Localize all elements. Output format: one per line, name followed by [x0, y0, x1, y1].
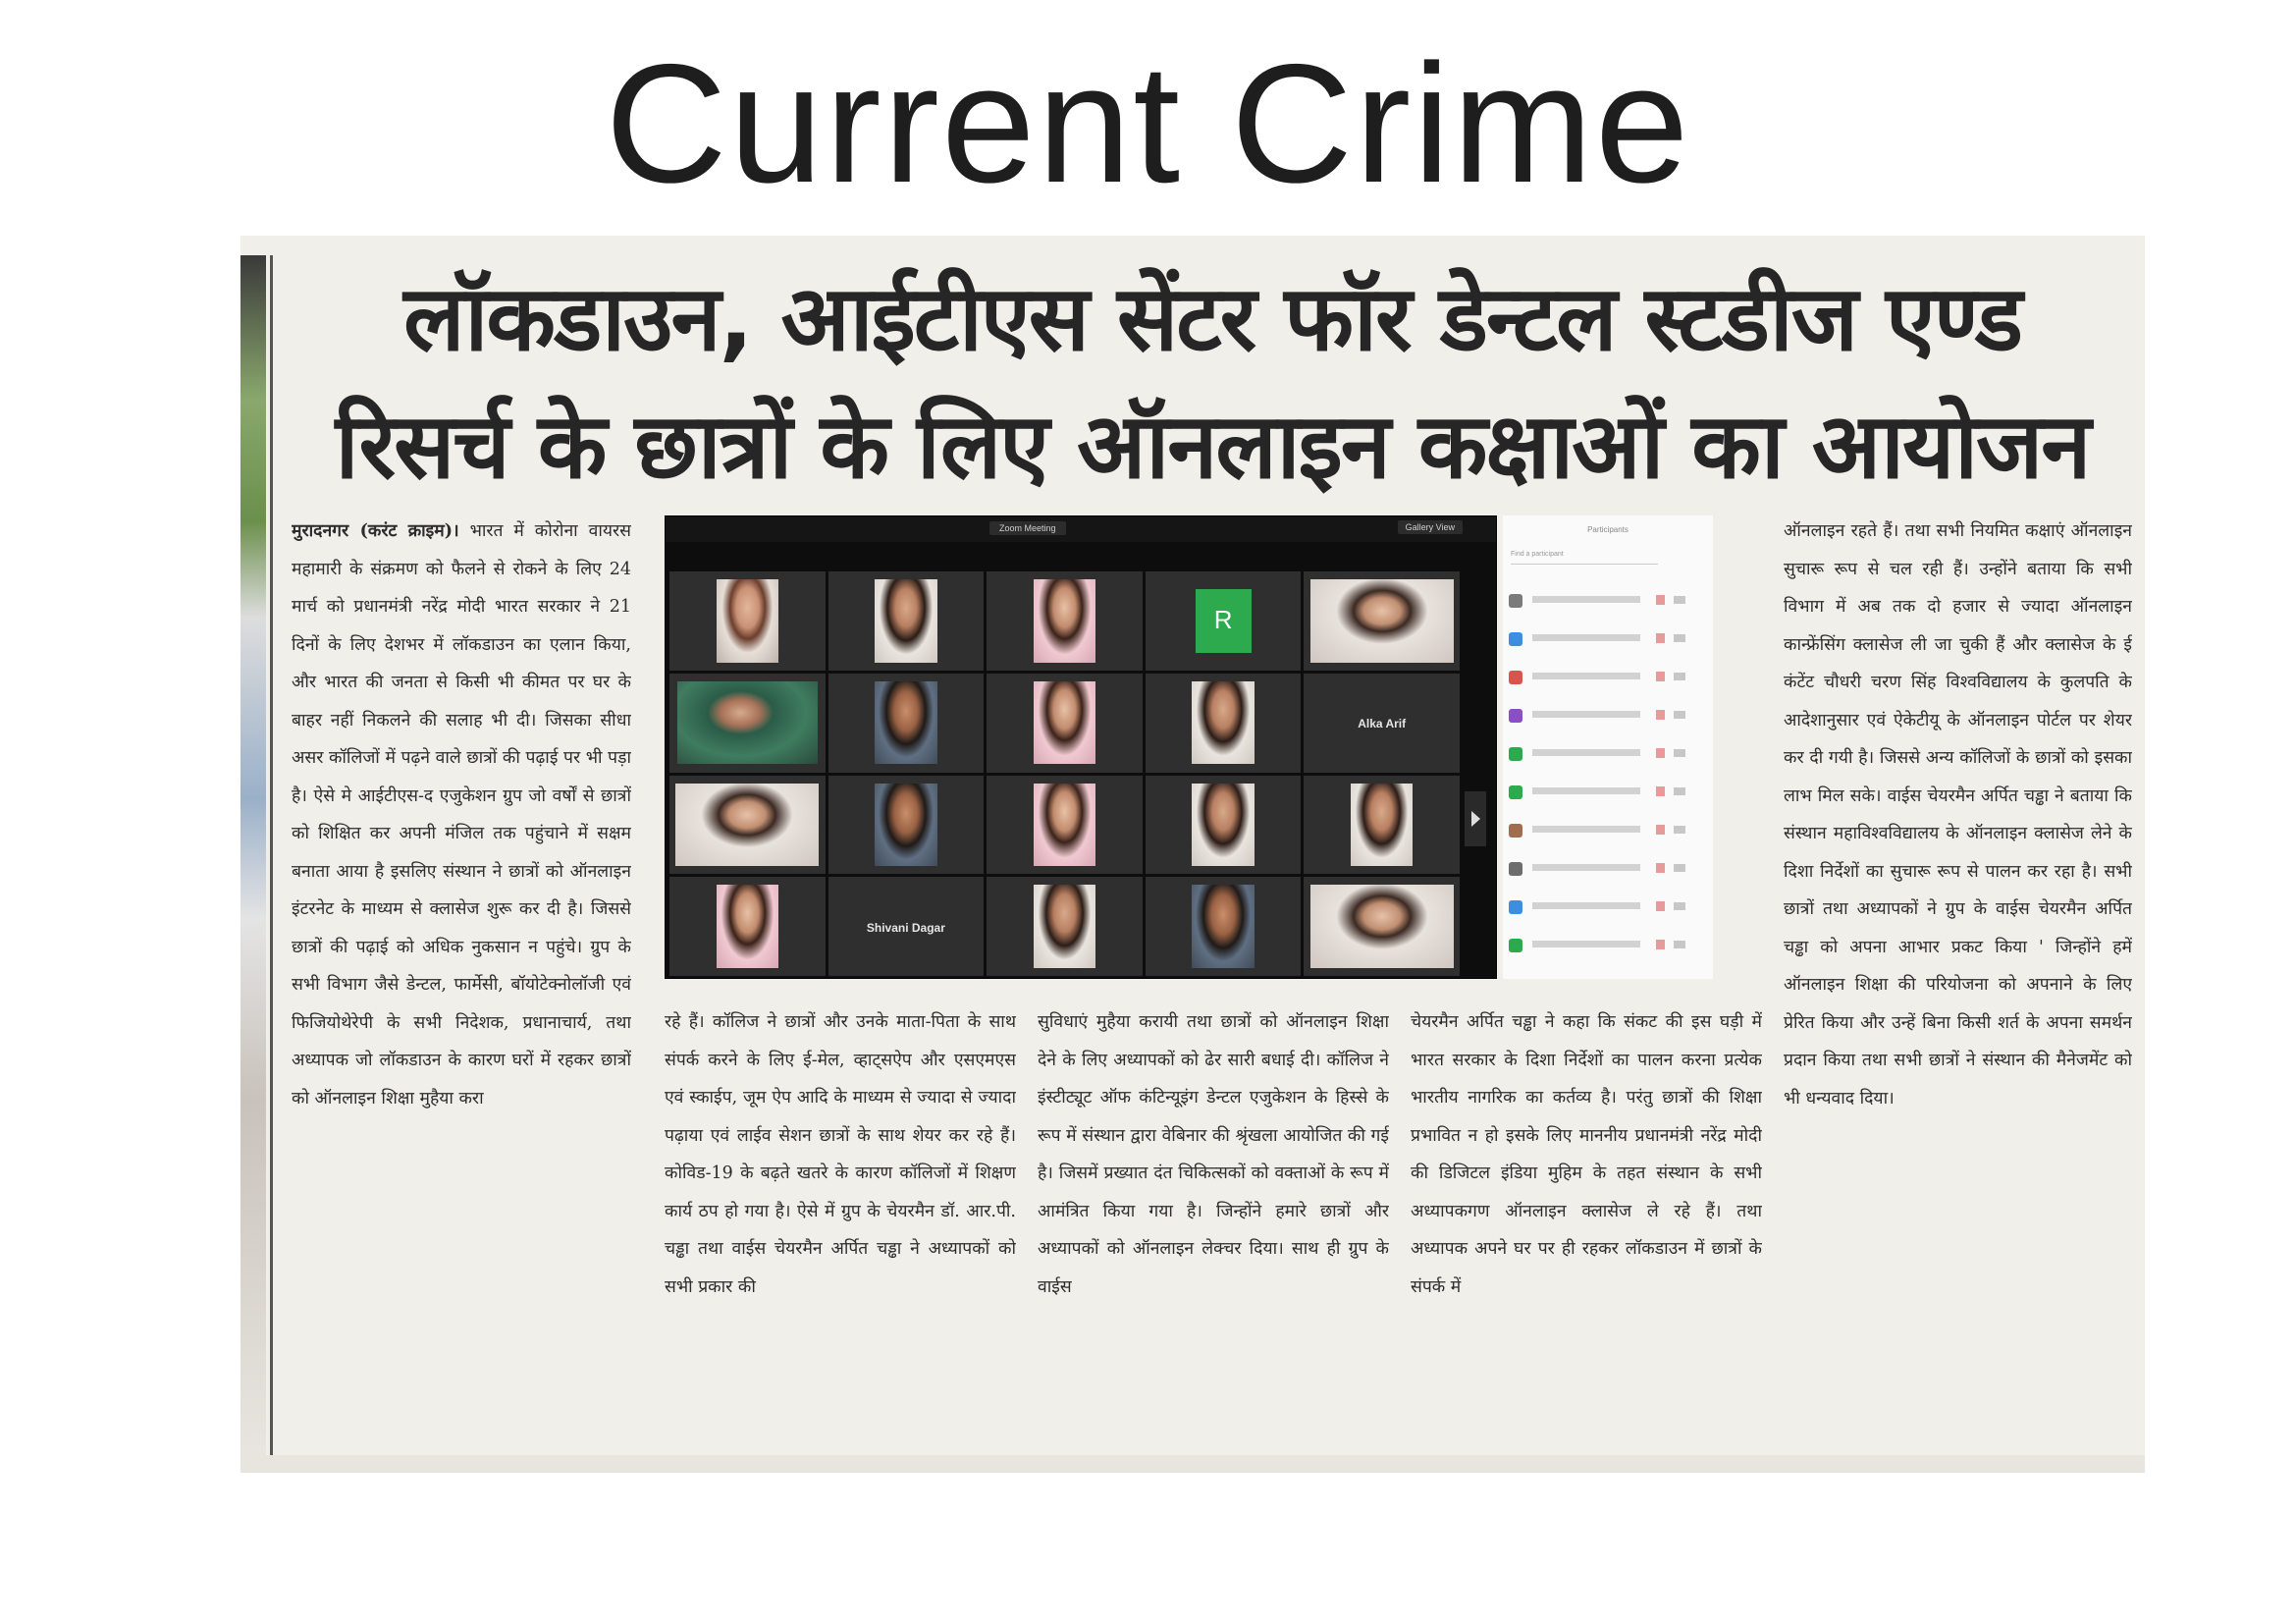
- participants-search: Find a participant: [1511, 551, 1658, 565]
- participant-name-placeholder: [1532, 902, 1640, 909]
- participant-name-placeholder: [1532, 864, 1640, 871]
- participant-video: [1310, 579, 1454, 663]
- camera-icon: [1674, 749, 1685, 757]
- participant-name: Shivani Dagar: [866, 920, 945, 935]
- column-3-text: सुविधाएं मुहैया करायी तथा छात्रों को ऑनलाइन शिक्षा देने के लिए अध्यापकों को ढेर सारी बधाई दी। कॉलिज ने इंस्टीट्यूट ऑफ कंटिन्यूइंग डेन्टल एजुकेशन के हिस्से के रूप में संस्थान द्वारा वेबिनार की श्रृंखला आयोजित की गई है। जिसमें प्रख्यात दंत चिकित्सकों को वक्ताओं के रूप में आमंत्रित किया गया है। जिन्होंने हमारे छात्रों और अध्यापकों को ऑनलाइन लेक्चर दिया। साथ ही ग्रुप के वाईस: [1038, 1012, 1389, 1297]
- participant-tile: [1146, 571, 1302, 671]
- muted-mic-icon: [1656, 595, 1665, 605]
- participant-tile: [828, 877, 985, 976]
- article-column-2: [665, 1003, 1016, 1457]
- participant-tile: [828, 776, 985, 875]
- participant-avatar-icon: [1509, 862, 1522, 876]
- participants-panel: [1503, 515, 1713, 979]
- camera-icon: [1674, 902, 1685, 910]
- participant-tile: [987, 776, 1143, 875]
- participant-video: [675, 784, 819, 867]
- video-call-photo: [665, 515, 1497, 979]
- participant-video: [1034, 784, 1095, 867]
- participant-row: [1509, 701, 1705, 730]
- headline-line-2: रिसर्च के छात्रों के लिए ऑनलाइन कक्षाओं का आयोजन: [335, 394, 2090, 499]
- participant-avatar-icon: [1509, 824, 1522, 838]
- participant-video: [1192, 784, 1254, 867]
- participant-row: [1509, 893, 1705, 922]
- muted-mic-icon: [1656, 940, 1665, 949]
- camera-icon: [1674, 826, 1685, 834]
- participant-name-placeholder: [1532, 711, 1640, 718]
- muted-mic-icon: [1656, 710, 1665, 720]
- column-rule: [270, 255, 273, 1463]
- participant-row: [1509, 739, 1705, 769]
- muted-mic-icon: [1656, 863, 1665, 873]
- participant-name-placeholder: [1532, 596, 1640, 603]
- participant-tile: [828, 571, 985, 671]
- participant-video: [677, 681, 818, 765]
- participant-tile: [828, 674, 985, 773]
- participant-tile: [669, 877, 826, 976]
- article-column-5: [1784, 513, 2132, 1457]
- camera-icon: [1674, 787, 1685, 795]
- participant-video: [717, 885, 778, 968]
- participant-video: [1034, 681, 1095, 765]
- participant-avatar-icon: [1509, 747, 1522, 761]
- muted-mic-icon: [1656, 633, 1665, 643]
- muted-mic-icon: [1656, 672, 1665, 681]
- participant-video: [875, 681, 936, 765]
- column-1-text: भारत में कोरोना वायरस महामारी के संक्रमण को फैलने से रोकने के लिए 24 मार्च को प्रधानमंत्री नरेंद्र मोदी भारत सरकार ने 21 दिनों के लिए देशभर में लॉकडाउन का एलान किया, और भारत की जनता से किसी भी कीमत पर घर के बाहर नहीं निकलने की सलाह भी दी। जिसका सीधा असर कॉलिजों में पढ़ने वाले छात्रों की पढ़ाई पर भी पड़ा है। ऐसे मे आईटीएस-द एजुकेशन ग्रुप जो वर्षों से छात्रों को शिक्षित कर अपनी मंजिल तक पहुंचाने में सक्षम बनाता आया है इसलिए संस्थान ने छात्रों को ऑनलाइन इंटरनेट के माध्यम से क्लासेज शुरू कर दी है। जिससे छात्रों की पढ़ाई को अधिक नुकसान न पहुंचे। ग्रुप के सभी विभाग जैसे डेन्टल, फार्मेसी, बॉयोटेक्नोलॉजी एवं फिजियोथेरेपी के सभी निदेशक, प्रधानाचार्य, तथा अध्यापक जो लॉकडाउन के कारण घरों में रहकर छात्रों को ऑनलाइन शिक्षा मुहैया करा: [292, 521, 631, 1109]
- participant-tile: [1146, 674, 1302, 773]
- masthead-title: Current Crime: [605, 29, 1691, 218]
- participant-tile: [987, 571, 1143, 671]
- headline-line-1: लॉकडाउन, आईटीएस सेंटर फॉर डेन्टल स्टडीज एण्ड: [403, 266, 2021, 371]
- camera-icon: [1674, 864, 1685, 872]
- participant-tile: [987, 877, 1143, 976]
- participant-video: [1192, 885, 1254, 968]
- clipping-bottom-edge: [240, 1455, 2145, 1473]
- camera-icon: [1674, 673, 1685, 680]
- column-2-text: रहे हैं। कॉलिज ने छात्रों और उनके माता-पिता के साथ संपर्क करने के लिए ई-मेल, व्हाट्सऐप और एसएमएस एवं स्काईप, जूम ऐप आदि के माध्यम से ज्यादा से ज्यादा पढ़ाया एवं लाईव सेशन छात्रों के साथ शेयर कर रहे हैं। कोविड-19 के बढ़ते खतरे के कारण कॉलिजों में शिक्षण कार्य ठप हो गया है। ऐसे में ग्रुप के चेयरमैन डॉ. आर.पी. चड्ढा तथा वाईस चेयरमैन अर्पित चड्ढा ने अध्यापकों को सभी प्रकार की: [665, 1012, 1016, 1297]
- article-headline: [299, 255, 2125, 511]
- participant-video: [717, 579, 778, 663]
- participant-video: [1192, 681, 1254, 765]
- participant-tile: [987, 674, 1143, 773]
- muted-mic-icon: [1656, 748, 1665, 758]
- participant-video: [875, 579, 936, 663]
- participant-row: [1509, 854, 1705, 884]
- participant-tile: [669, 776, 826, 875]
- camera-icon: [1674, 941, 1685, 948]
- participant-avatar-icon: [1509, 900, 1522, 914]
- participant-tile: [1304, 877, 1460, 976]
- participant-name-placeholder: [1532, 787, 1640, 794]
- participant-avatar-icon: [1509, 632, 1522, 646]
- article-column-4: [1411, 1003, 1762, 1457]
- participant-tile: [1304, 776, 1460, 875]
- participant-row: [1509, 931, 1705, 960]
- participant-avatar-icon: [1509, 785, 1522, 799]
- participant-name-placeholder: [1532, 673, 1640, 679]
- participant-name-placeholder: [1532, 826, 1640, 833]
- participant-avatar: R: [1196, 589, 1252, 652]
- participant-avatar-icon: [1509, 671, 1522, 684]
- participant-name-placeholder: [1532, 941, 1640, 947]
- column-4-text: चेयरमैन अर्पित चड्ढा ने कहा कि संकट की इस घड़ी में भारत सरकार के दिशा निर्देशों का पालन करना प्रत्येक भारतीय नागरिक का कर्तव्य है। परंतु छात्रों की शिक्षा प्रभावित न हो इसके लिए माननीय प्रधानमंत्री नरेंद्र मोदी की डिजिटल इंडिया मुहिम के तहत संस्थान के सभी अध्यापकगण ऑनलाइन क्लासेज ले रहे हैं। तथा अध्यापक अपने घर पर ही रहकर लॉकडाउन में छात्रों के संपर्क में: [1411, 1012, 1762, 1297]
- participant-video: [1034, 885, 1095, 968]
- participant-tile: [1304, 674, 1460, 773]
- participant-row: [1509, 663, 1705, 692]
- participant-video: [1351, 784, 1413, 867]
- participants-title: Participants: [1587, 525, 1629, 534]
- camera-icon: [1674, 711, 1685, 719]
- participant-avatar-icon: [1509, 939, 1522, 952]
- adjacent-column-edge: [240, 255, 266, 1463]
- article-column-3: [1038, 1003, 1389, 1457]
- muted-mic-icon: [1656, 825, 1665, 835]
- participant-row: [1509, 624, 1705, 654]
- participant-row: [1509, 778, 1705, 807]
- participant-row: [1509, 816, 1705, 845]
- participant-tile: [1304, 571, 1460, 671]
- participant-tile: [1146, 877, 1302, 976]
- newspaper-clipping: [240, 236, 2145, 1473]
- participant-avatar-icon: [1509, 594, 1522, 608]
- participant-video: [1034, 579, 1095, 663]
- participant-row: [1509, 586, 1705, 616]
- meeting-toolbar: [666, 516, 1496, 542]
- camera-icon: [1674, 634, 1685, 642]
- gallery-view-button: Gallery View: [1398, 520, 1463, 534]
- participant-name-placeholder: [1532, 634, 1640, 641]
- dateline: मुरादनगर (करंट क्राइम)।: [292, 521, 459, 541]
- participant-name: Alka Arif: [1358, 717, 1407, 731]
- camera-icon: [1674, 596, 1685, 604]
- participant-video: [1310, 885, 1454, 968]
- participant-tile: [1146, 776, 1302, 875]
- participant-tile: [669, 674, 826, 773]
- participant-tile: [669, 571, 826, 671]
- muted-mic-icon: [1656, 901, 1665, 911]
- participant-video: [875, 784, 936, 867]
- column-5-text: ऑनलाइन रहते हैं। तथा सभी नियमित कक्षाएं ऑनलाइन सुचारू रूप से चल रही हैं। उन्होंने बताया कि सभी विभाग में अब तक दो हजार से ज्यादा ऑनलाइन कान्फ्रेंसिंग क्लासेज ली जा चुकी हैं और क्लासेज के ई कंटेंट चौधरी चरण सिंह विश्वविद्यालय के कुलपति के आदेशानुसार एवं ऐकेटीयू के ऑनलाइन पोर्टल पर शेयर कर दी गयी है। जिससे अन्य कॉलिजों के छात्रों को इसका लाभ मिल सके। वाईस चेयरमैन अर्पित चड्ढा ने बताया कि संस्थान महाविश्वविद्यालय के ऑनलाइन क्लासेज लेने के दिशा निर्देशों का सुचारू रूप से पालन कर रहा है। सभी छात्रों तथा अध्यापकों ने ग्रुप के वाईस चेयरमैन अर्पित चड्ढा को अपना आभार प्रकट किया ' जिन्होंने हमें ऑनलाइन शिक्षा की परियोजना को अपनाने के लिए प्रेरित किया और उन्हें बिना किसी शर्त के अपना समर्थन प्रदान किया तथा सभी छात्रों ने संस्थान की मैनेजमेंट को भी धन्यवाद दिया।: [1784, 521, 2132, 1109]
- next-page-arrow-icon: [1465, 791, 1486, 846]
- participant-grid: [669, 571, 1460, 976]
- participant-name-placeholder: [1532, 749, 1640, 756]
- muted-mic-icon: [1656, 786, 1665, 796]
- meeting-title: Zoom Meeting: [989, 521, 1066, 535]
- article-column-1: [292, 513, 631, 1457]
- participant-avatar-icon: [1509, 709, 1522, 723]
